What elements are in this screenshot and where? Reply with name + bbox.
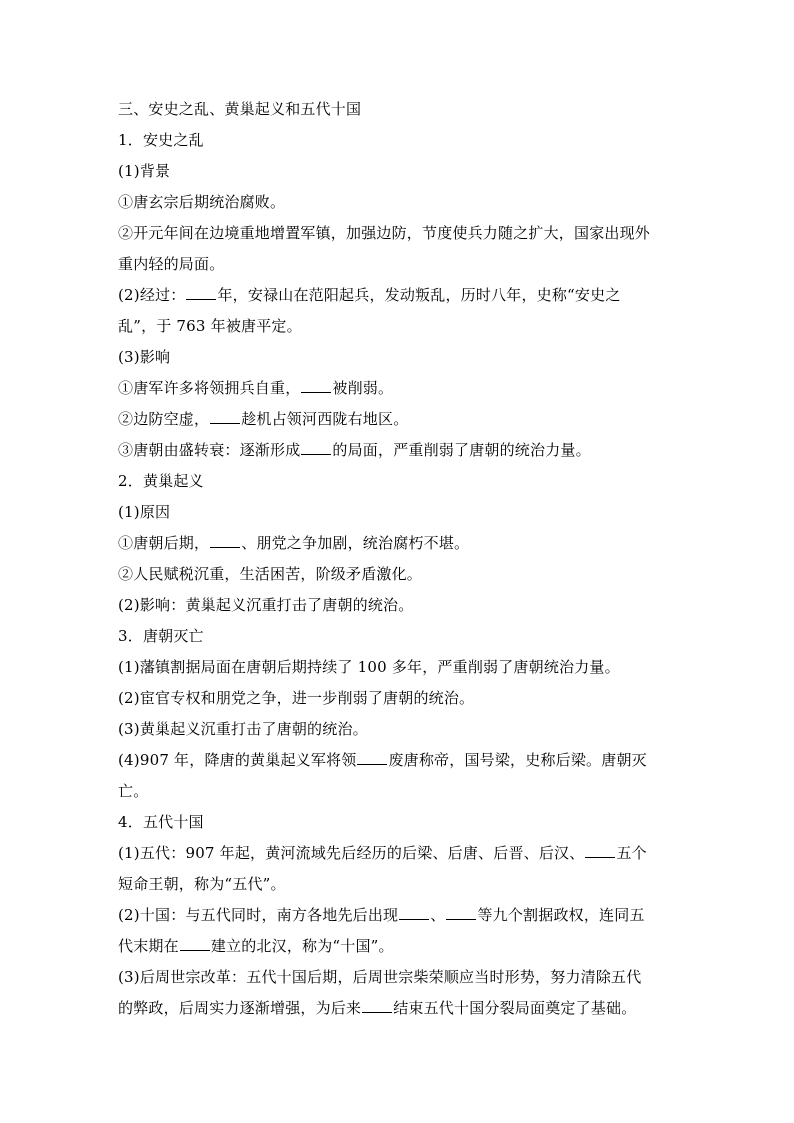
line-text: 3．唐朝灭亡	[118, 627, 204, 645]
line-text: (3)黄巢起义沉重打击了唐朝的统治。	[118, 720, 368, 738]
line-text: (3)影响	[118, 348, 171, 366]
line-text: 4．五代十国	[118, 813, 204, 831]
line-text: (3)后周世宗改革：五代十国后期，后周世宗柴荣顺应当时形势，努力清除五代	[118, 968, 642, 986]
line-text: ①唐玄宗后期统治腐败。	[118, 193, 286, 211]
text-line	[118, 466, 680, 497]
text-line	[118, 373, 680, 404]
line-text: (4)907 年，降唐的黄巢起义军将领	[118, 751, 357, 769]
text-line	[118, 187, 680, 218]
line-text: 短命王朝，称为“五代”。	[118, 875, 286, 893]
fill-in-blank[interactable]	[186, 284, 216, 300]
line-text: (2)宦官专权和朋党之争，进一步削弱了唐朝的统治。	[118, 689, 475, 707]
line-text: (2)十国：与五代同时，南方各地先后出现	[118, 906, 399, 924]
text-line	[118, 683, 680, 714]
line-text: 等九个割据政权，连同五	[477, 906, 645, 924]
fill-in-blank[interactable]	[210, 408, 240, 424]
fill-in-blank[interactable]	[399, 904, 429, 920]
text-line	[118, 342, 680, 373]
text-line	[118, 962, 680, 993]
text-line	[118, 249, 680, 280]
text-line	[118, 125, 680, 156]
text-line	[118, 807, 680, 838]
text-line	[118, 404, 680, 435]
line-text: 、朋党之争加剧，统治腐朽不堪。	[241, 534, 470, 552]
line-text: 趁机占领河西陇右地区。	[241, 410, 409, 428]
text-line	[118, 590, 680, 621]
line-text: 的弊政，后周实力逐渐增强，为后来	[118, 999, 362, 1017]
text-line	[118, 497, 680, 528]
line-text: ②开元年间在边境重地增置军镇，加强边防，节度使兵力随之扩大，国家出现外	[118, 224, 651, 242]
text-line	[118, 714, 680, 745]
line-text: 废唐称帝，国号梁，史称后梁。唐朝灭	[388, 751, 647, 769]
line-text: 五个	[616, 844, 647, 862]
line-text: (1)五代：907 年起，黄河流域先后经历的后梁、后唐、后晋、后汉、	[118, 844, 585, 862]
fill-in-blank[interactable]	[446, 904, 476, 920]
fill-in-blank[interactable]	[357, 749, 387, 765]
fill-in-blank[interactable]	[301, 377, 331, 393]
document-body	[118, 94, 680, 1024]
line-text: 1．安史之乱	[118, 131, 204, 149]
text-line	[118, 559, 680, 590]
fill-in-blank[interactable]	[180, 935, 210, 951]
line-text: ①唐朝后期，	[118, 534, 210, 552]
line-text: (1)背景	[118, 162, 171, 180]
line-text: 建立的北汉，称为“十国”。	[210, 937, 394, 955]
fill-in-blank[interactable]	[362, 997, 392, 1013]
text-line	[118, 869, 680, 900]
text-line	[118, 528, 680, 559]
text-line	[118, 280, 680, 311]
line-text: ②边防空虚，	[118, 410, 210, 428]
line-text: ①唐军许多将领拥兵自重，	[118, 379, 301, 397]
text-line	[118, 94, 680, 125]
line-text: (2)经过：	[118, 286, 186, 304]
fill-in-blank[interactable]	[585, 842, 615, 858]
line-text: 重内轻的局面。	[118, 255, 225, 273]
line-text: (2)影响：黄巢起义沉重打击了唐朝的统治。	[118, 596, 414, 614]
text-line	[118, 900, 680, 931]
text-line	[118, 218, 680, 249]
text-line	[118, 435, 680, 466]
line-text: 、	[430, 906, 446, 924]
fill-in-blank[interactable]	[210, 532, 240, 548]
text-line	[118, 311, 680, 342]
fill-in-blank[interactable]	[301, 439, 331, 455]
text-line	[118, 621, 680, 652]
line-text: 结束五代十国分裂局面奠定了基础。	[393, 999, 637, 1017]
line-text: ③唐朝由盛转衰：逐渐形成	[118, 441, 301, 459]
line-text: 年，安禄山在范阳起兵，发动叛乱，历时八年，史称“安史之	[217, 286, 621, 304]
line-text: ②人民赋税沉重，生活困苦，阶级矛盾激化。	[118, 565, 423, 583]
line-text: 三、安史之乱、黄巢起义和五代十国	[118, 100, 362, 118]
line-text: (1)原因	[118, 503, 171, 521]
text-line	[118, 156, 680, 187]
text-line	[118, 838, 680, 869]
line-text: 亡。	[118, 782, 149, 800]
line-text: 被削弱。	[332, 379, 394, 397]
text-line	[118, 776, 680, 807]
line-text: (1)藩镇割据局面在唐朝后期持续了 100 多年，严重削弱了唐朝统治力量。	[118, 658, 620, 676]
line-text: 2．黄巢起义	[118, 472, 204, 490]
text-line	[118, 931, 680, 962]
text-line	[118, 745, 680, 776]
line-text: 代末期在	[118, 937, 179, 955]
text-line	[118, 652, 680, 683]
text-line	[118, 993, 680, 1024]
line-text: 乱”，于 763 年被唐平定。	[118, 317, 302, 335]
line-text: 的局面，严重削弱了唐朝的统治力量。	[332, 441, 591, 459]
